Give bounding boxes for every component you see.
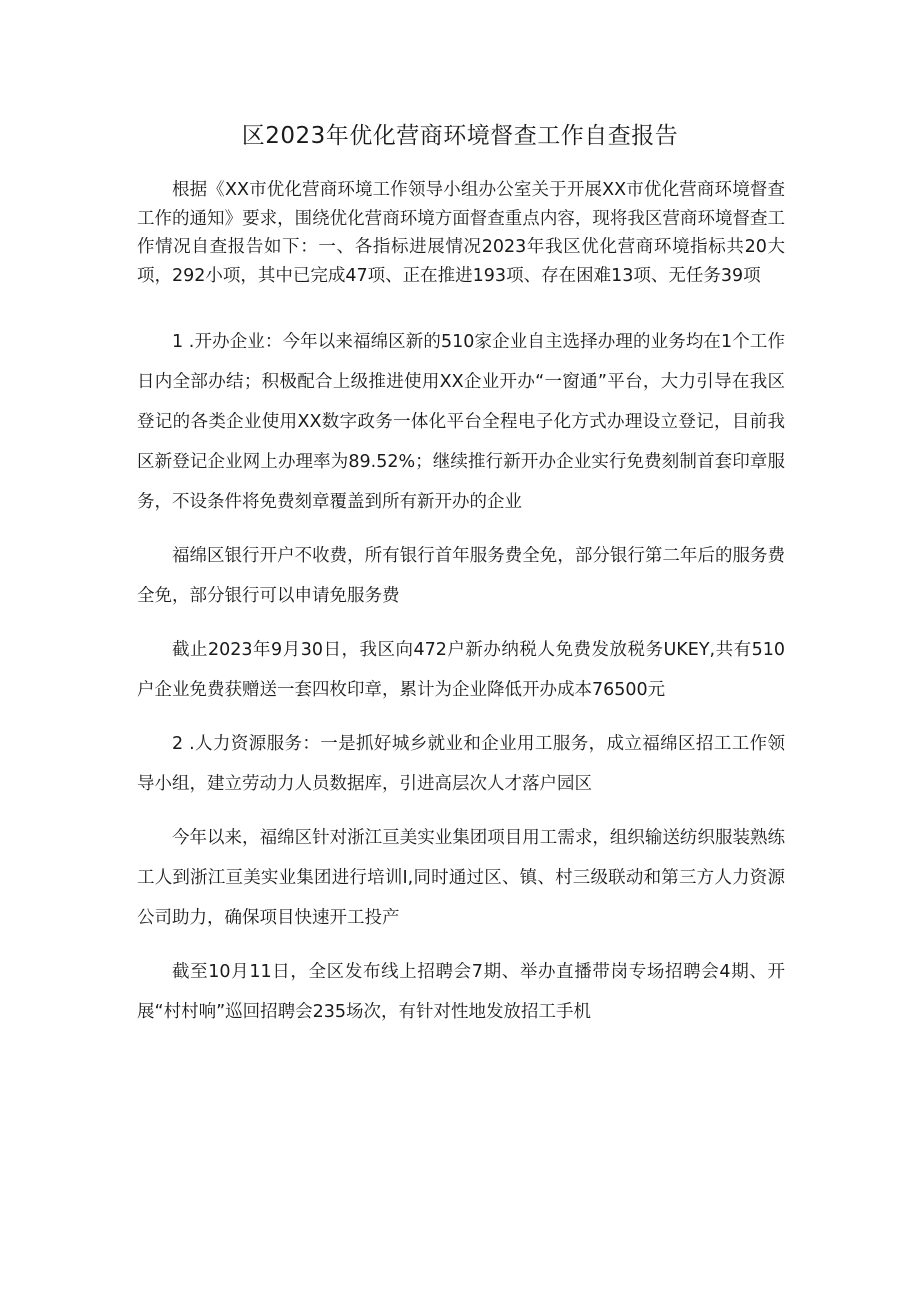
paragraph-human-resources: 2 .人力资源服务：一是抓好城乡就业和企业用工服务，成立福绵区招工工作领导小组，建立劳动力人员数据库，引进高层次人才落户园区 xyxy=(137,734,785,794)
document-title: 区2023年优化营商环境督查工作自查报告 xyxy=(241,123,679,149)
paragraph-tax-ukey: 截止2023年9月30日，我区向472户新办纳税人免费发放税务UKEY,共有510户企业免费获赠送一套四枚印章，累计为企业降低开办成本76500元 xyxy=(137,640,785,700)
paragraph-business-startup: 1 .开办企业：今年以来福绵区新的510家企业自主选择办理的业务均在1个工作日内全部办结；积极配合上级推进使用XX企业开办“一窗通”平台，大力引导在我区登记的各类企业使用XX数字政务一体化平台全程电子化方式办理设立登记，目前我区新登记企业网上办理率为89.52%；继续推行新开办企业实行免费刻制首套印章服务，不设条件将免费刻章覆盖到所有新开办的企业 xyxy=(137,332,785,512)
intro-paragraph: 根据《XX市优化营商环境工作领导小组办公室关于开展XX市优化营商环境督查工作的通知》要求，围绕优化营商环境方面督查重点内容，现将我区营商环境督查工作情况自查报告如下：一、各指标进展情况2023年我区优化营商环境指标共20大项，292小项，其中已完成47项、正在推进193项、存在困难13项、无任务39项 xyxy=(137,180,785,286)
document-body xyxy=(137,322,785,1032)
paragraph-bank-fees: 福绵区银行开户不收费，所有银行首年服务费全免，部分银行第二年后的服务费全免，部分银行可以申请免服务费 xyxy=(137,546,785,606)
paragraph-job-fairs: 截至10月11日，全区发布线上招聘会7期、举办直播带岗专场招聘会4期、开展“村村响”巡回招聘会235场次，有针对性地发放招工手机 xyxy=(137,962,785,1022)
paragraph-worker-training: 今年以来，福绵区针对浙江亘美实业集团项目用工需求，组织输送纺织服装熟练工人到浙江亘美实业集团进行培训I,同时通过区、镇、村三级联动和第三方人力资源公司助力，确保项目快速开工投产 xyxy=(137,828,785,928)
